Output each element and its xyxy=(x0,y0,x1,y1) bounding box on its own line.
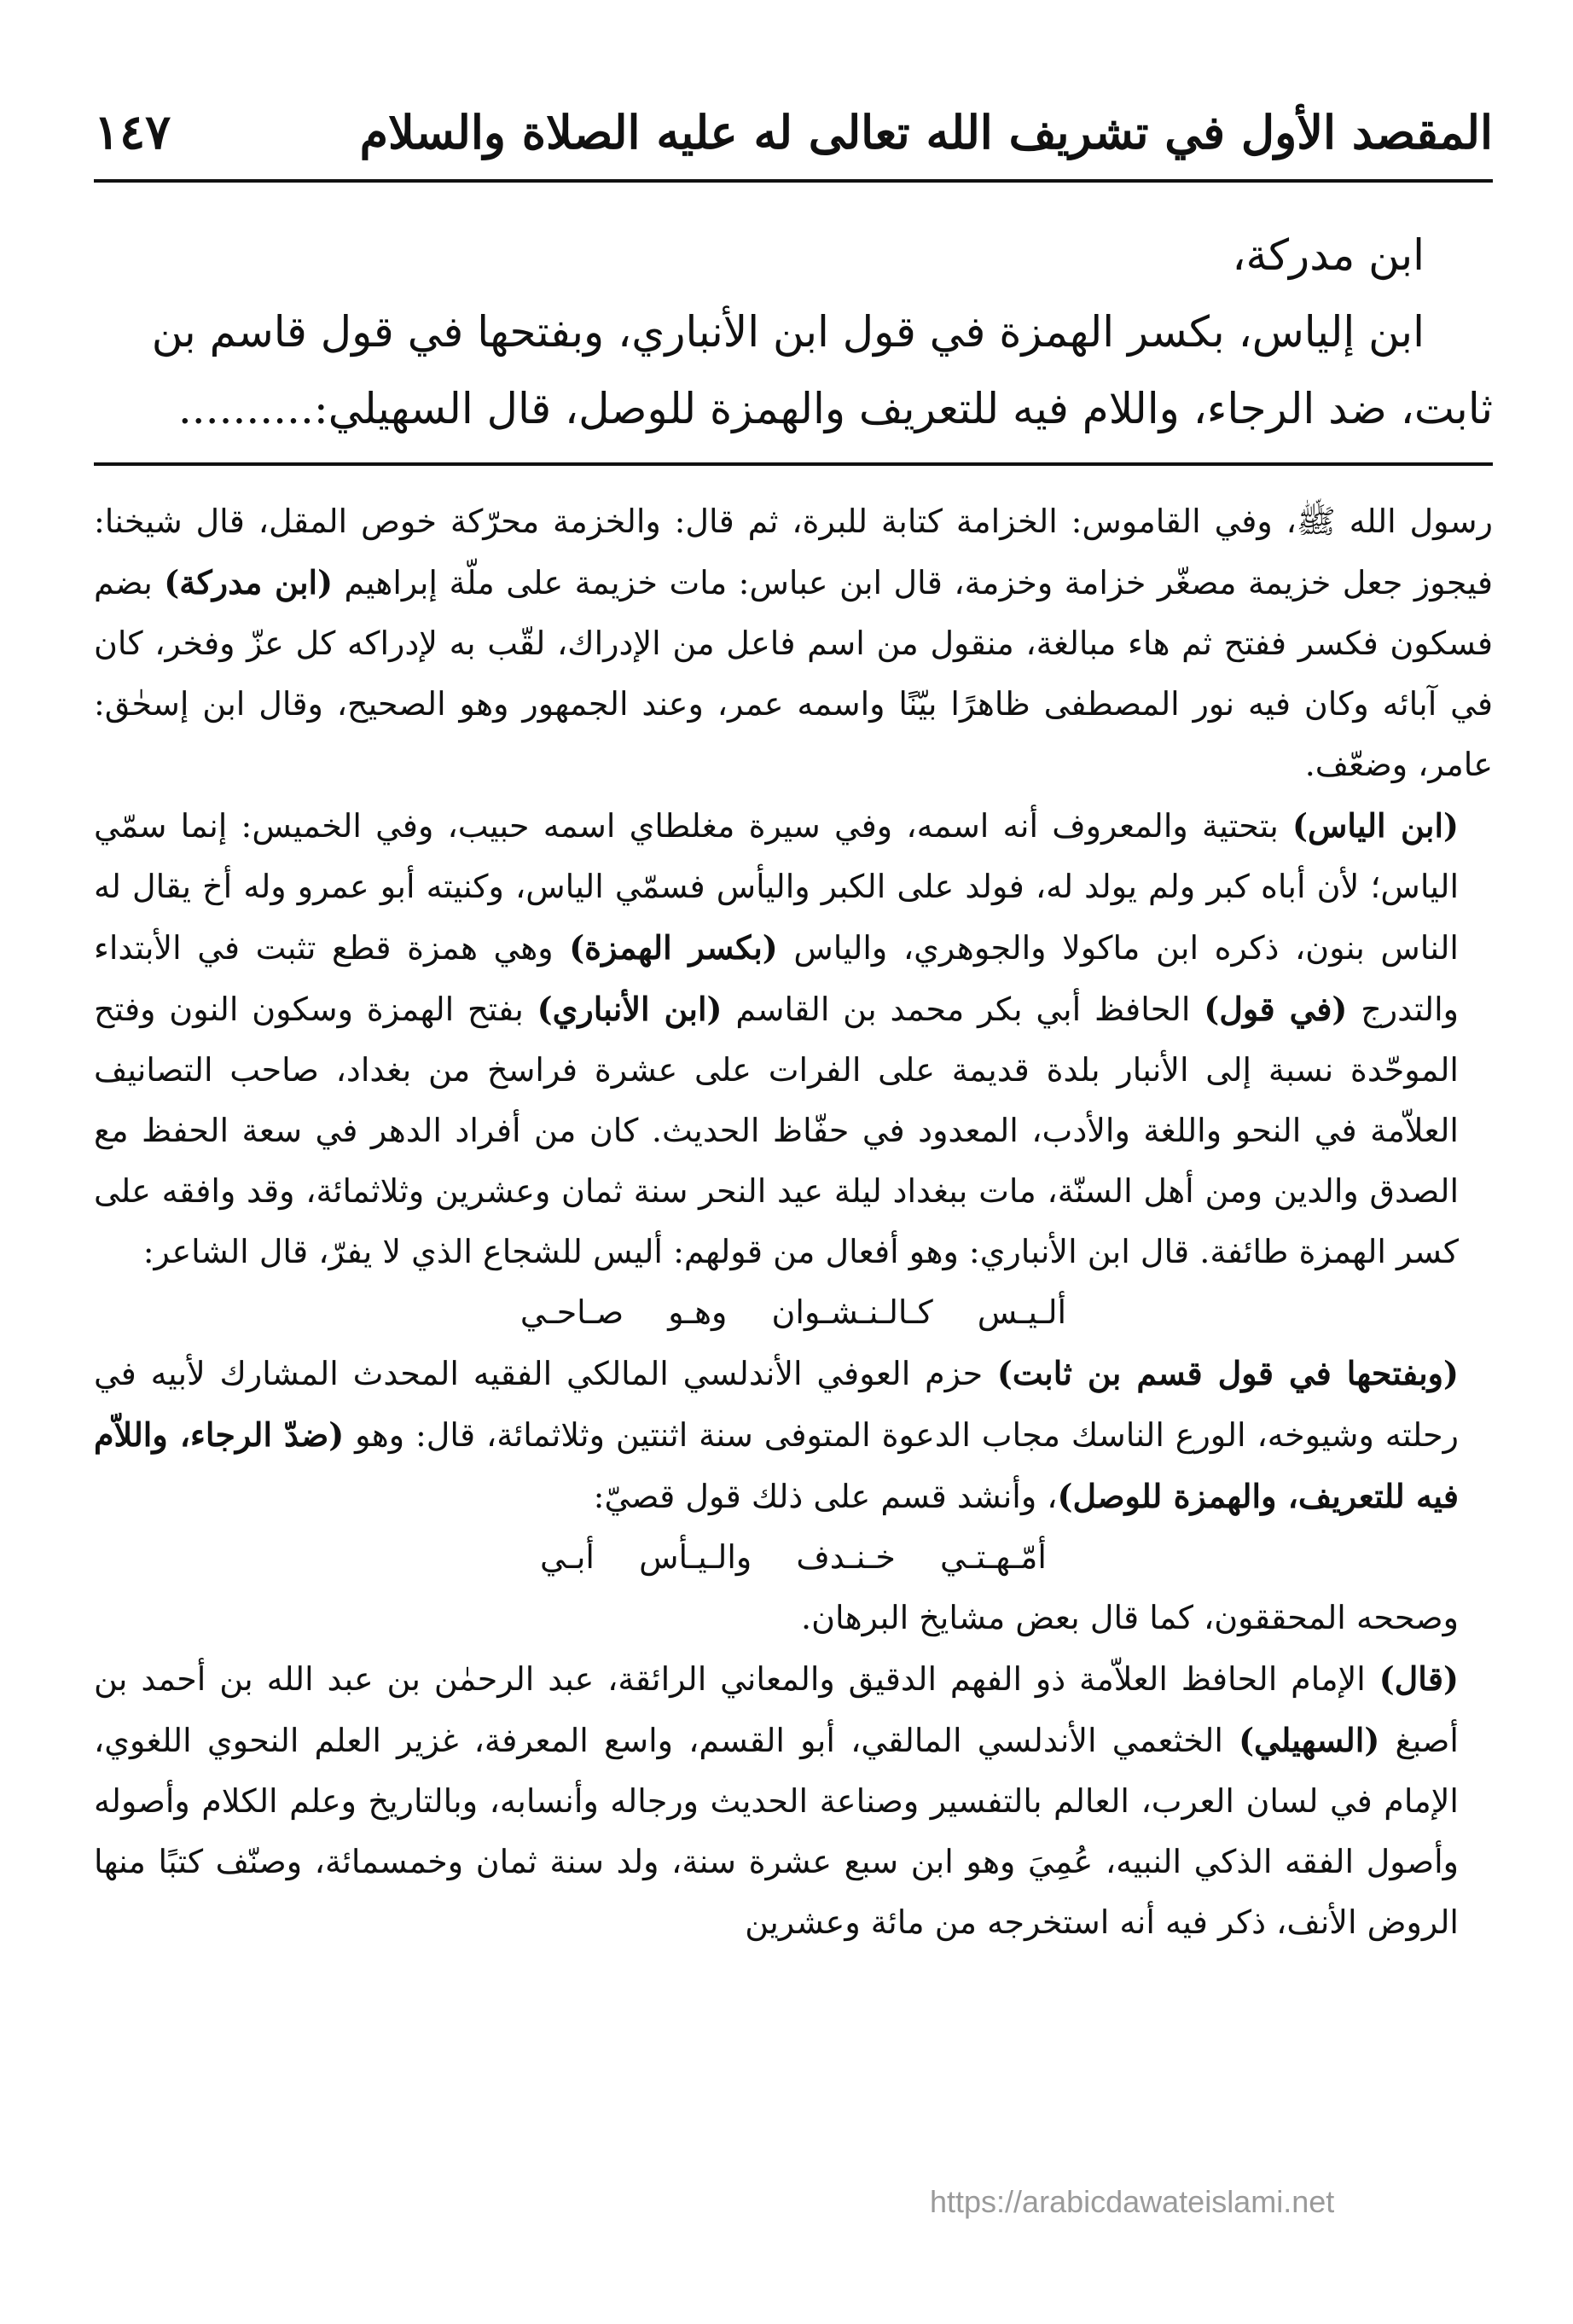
quoted-term: (السهيلي) xyxy=(1239,1721,1380,1759)
commentary-text: بتحتية والمعروف أنه اسمه، وفي سيرة مغلطاي اسمه حبيب، وفي الخميس: إنما سمّي الياس؛ لأن أباه كبر ولم يولد له، فولد على الكبر واليأس فسمّي الياس، وكنيته أبو عمرو وله أخ يقال له الناس بنون، ذكره ابن ماكولا والجوهري، والياس xyxy=(94,807,1460,967)
main-text-line: ثابت، ضد الرجاء، واللام فيه للتعريف والهمزة للوصل، قال السهيلي:.......... xyxy=(177,384,1493,433)
commentary-paragraph xyxy=(94,1648,1493,1953)
quoted-term: (بكسر الهمزة) xyxy=(569,928,778,967)
running-title: المقصد الأول في تشريف الله تعالى له عليه الصلاة والسلام xyxy=(359,105,1493,160)
quoted-term: (قال) xyxy=(1379,1659,1459,1698)
commentary-paragraph xyxy=(94,491,1493,795)
page-number: ١٤٧ xyxy=(94,104,171,160)
quoted-term: (ابن الأنباري) xyxy=(537,990,723,1028)
header-rule xyxy=(94,179,1493,183)
main-text-line: ابن مدركة، xyxy=(1232,230,1425,280)
main-text xyxy=(94,217,1493,447)
commentary-text: بفتح الهمزة وسكون النون وفتح الموحّدة نسبة إلى الأنبار بلدة قديمة على الفرات على عشرة فراسخ من بغداد، صاحب التصانيف العلاّمة في النحو واللغة والأدب، المعدود في حفّاظ الحديث. كان من أفراد الدهر في سعة الحفظ مع الصدق والدين ومن أهل السنّة، مات ببغداد ليلة عيد النحر سنة ثمان وعشرين وثلاثمائة، وقد وافقه على كسر الهمزة طائفة. قال ابن الأنباري: وهو أفعال من قولهم: أليس للشجاع الذي لا يفرّ، قال الشاعر: xyxy=(94,991,1459,1270)
commentary-text: حزم العوفي الأندلسي المالكي الفقيه المحدث المشارك لأبيه في رحلته وشيوخه، الورع الناسك مجاب الدعوة المتوفى سنة اثنتين وثلاثمائة، قال: وهو xyxy=(94,1355,1459,1454)
commentary-divider xyxy=(94,462,1493,466)
poetry-verse: ألـيـس كـالـنـشـوان وهـو صـاحـي xyxy=(519,1293,1067,1331)
quoted-term: (وبفتحها في قول قسم بن ثابت) xyxy=(996,1354,1459,1392)
main-text-line: ابن إلياس، بكسر الهمزة في قول ابن الأنباري، وبفتحها في قول قاسم بن xyxy=(151,307,1425,357)
commentary-paragraph xyxy=(94,795,1493,1282)
commentary-paragraph: وصححه المحققون، كما قال بعض مشايخ البرهان. xyxy=(801,1599,1459,1636)
quoted-term: (في قول) xyxy=(1204,990,1348,1028)
commentary-text: رسول الله ﷺ، وفي القاموس: الخزامة كتابة للبرة، ثم قال: والخزمة محرّكة خوص المقل، قال شيخنا: فيجوز جعل خزيمة مصغّر خزامة وخزمة، قال ابن عباس: مات خزيمة على ملّة إبراهيم xyxy=(94,503,1493,601)
commentary-paragraph xyxy=(94,1343,1493,1527)
page-header xyxy=(94,85,1493,179)
quoted-term: (ابن مدركة) xyxy=(164,563,334,601)
poetry-verse: أمّـهـتـي خـنـدف والـيـأس أبـي xyxy=(540,1538,1047,1576)
commentary-text: الخثعمي الأندلسي المالقي، أبو القسم، واسع المعرفة، غزير العلم النحوي اللغوي، الإمام في لسان العرب، العالم بالتفسير وصناعة الحديث ورجاله وأنسابه، وبالتاريخ وعلم الكلام وأصوله وأصول الفقه الذكي النبيه، عُمِيَ وهو ابن سبع عشرة سنة، ولد سنة ثمان وخمسمائة، وصنّف كتبًا منها الروض الأنف، ذكر فيه أنه استخرجه من مائة وعشرين xyxy=(94,1722,1459,1941)
commentary-text: بضم فسكون فكسر ففتح ثم هاء مبالغة، منقول من اسم فاعل من الإدراك، لقّب به لإدراكه كل عزّ وفخر، كان في آبائه وكان فيه نور المصطفى ظاهرًا بيّنًا واسمه عمر، وعند الجمهور وهو الصحيح، وقال ابن إسحٰق: عامر، وضعّف. xyxy=(94,564,1493,783)
commentary-text: ، وأنشد قسم على ذلك قول قصيّ: xyxy=(593,1478,1058,1515)
book-page xyxy=(94,85,1493,2304)
commentary xyxy=(94,491,1493,1953)
watermark-url: https://arabicdawateislami.net xyxy=(930,2184,1335,2219)
quoted-term: (ضدّ الرجاء، واللاّم فيه للتعريف، والهمزة للوصل) xyxy=(94,1415,1459,1515)
quoted-term: (ابن الياس) xyxy=(1292,806,1459,845)
commentary-text: الإمام الحافظ العلاّمة ذو الفهم الدقيق والمعاني الرائقة، عبد الرحمٰن بن عبد الله بن أحمد بن أصبغ xyxy=(94,1660,1459,1759)
commentary-text: وهي همزة قطع تثبت في الأبتداء والتدرج xyxy=(94,929,1459,1028)
commentary-text: الحافظ أبي بكر محمد بن القاسم xyxy=(722,991,1204,1028)
